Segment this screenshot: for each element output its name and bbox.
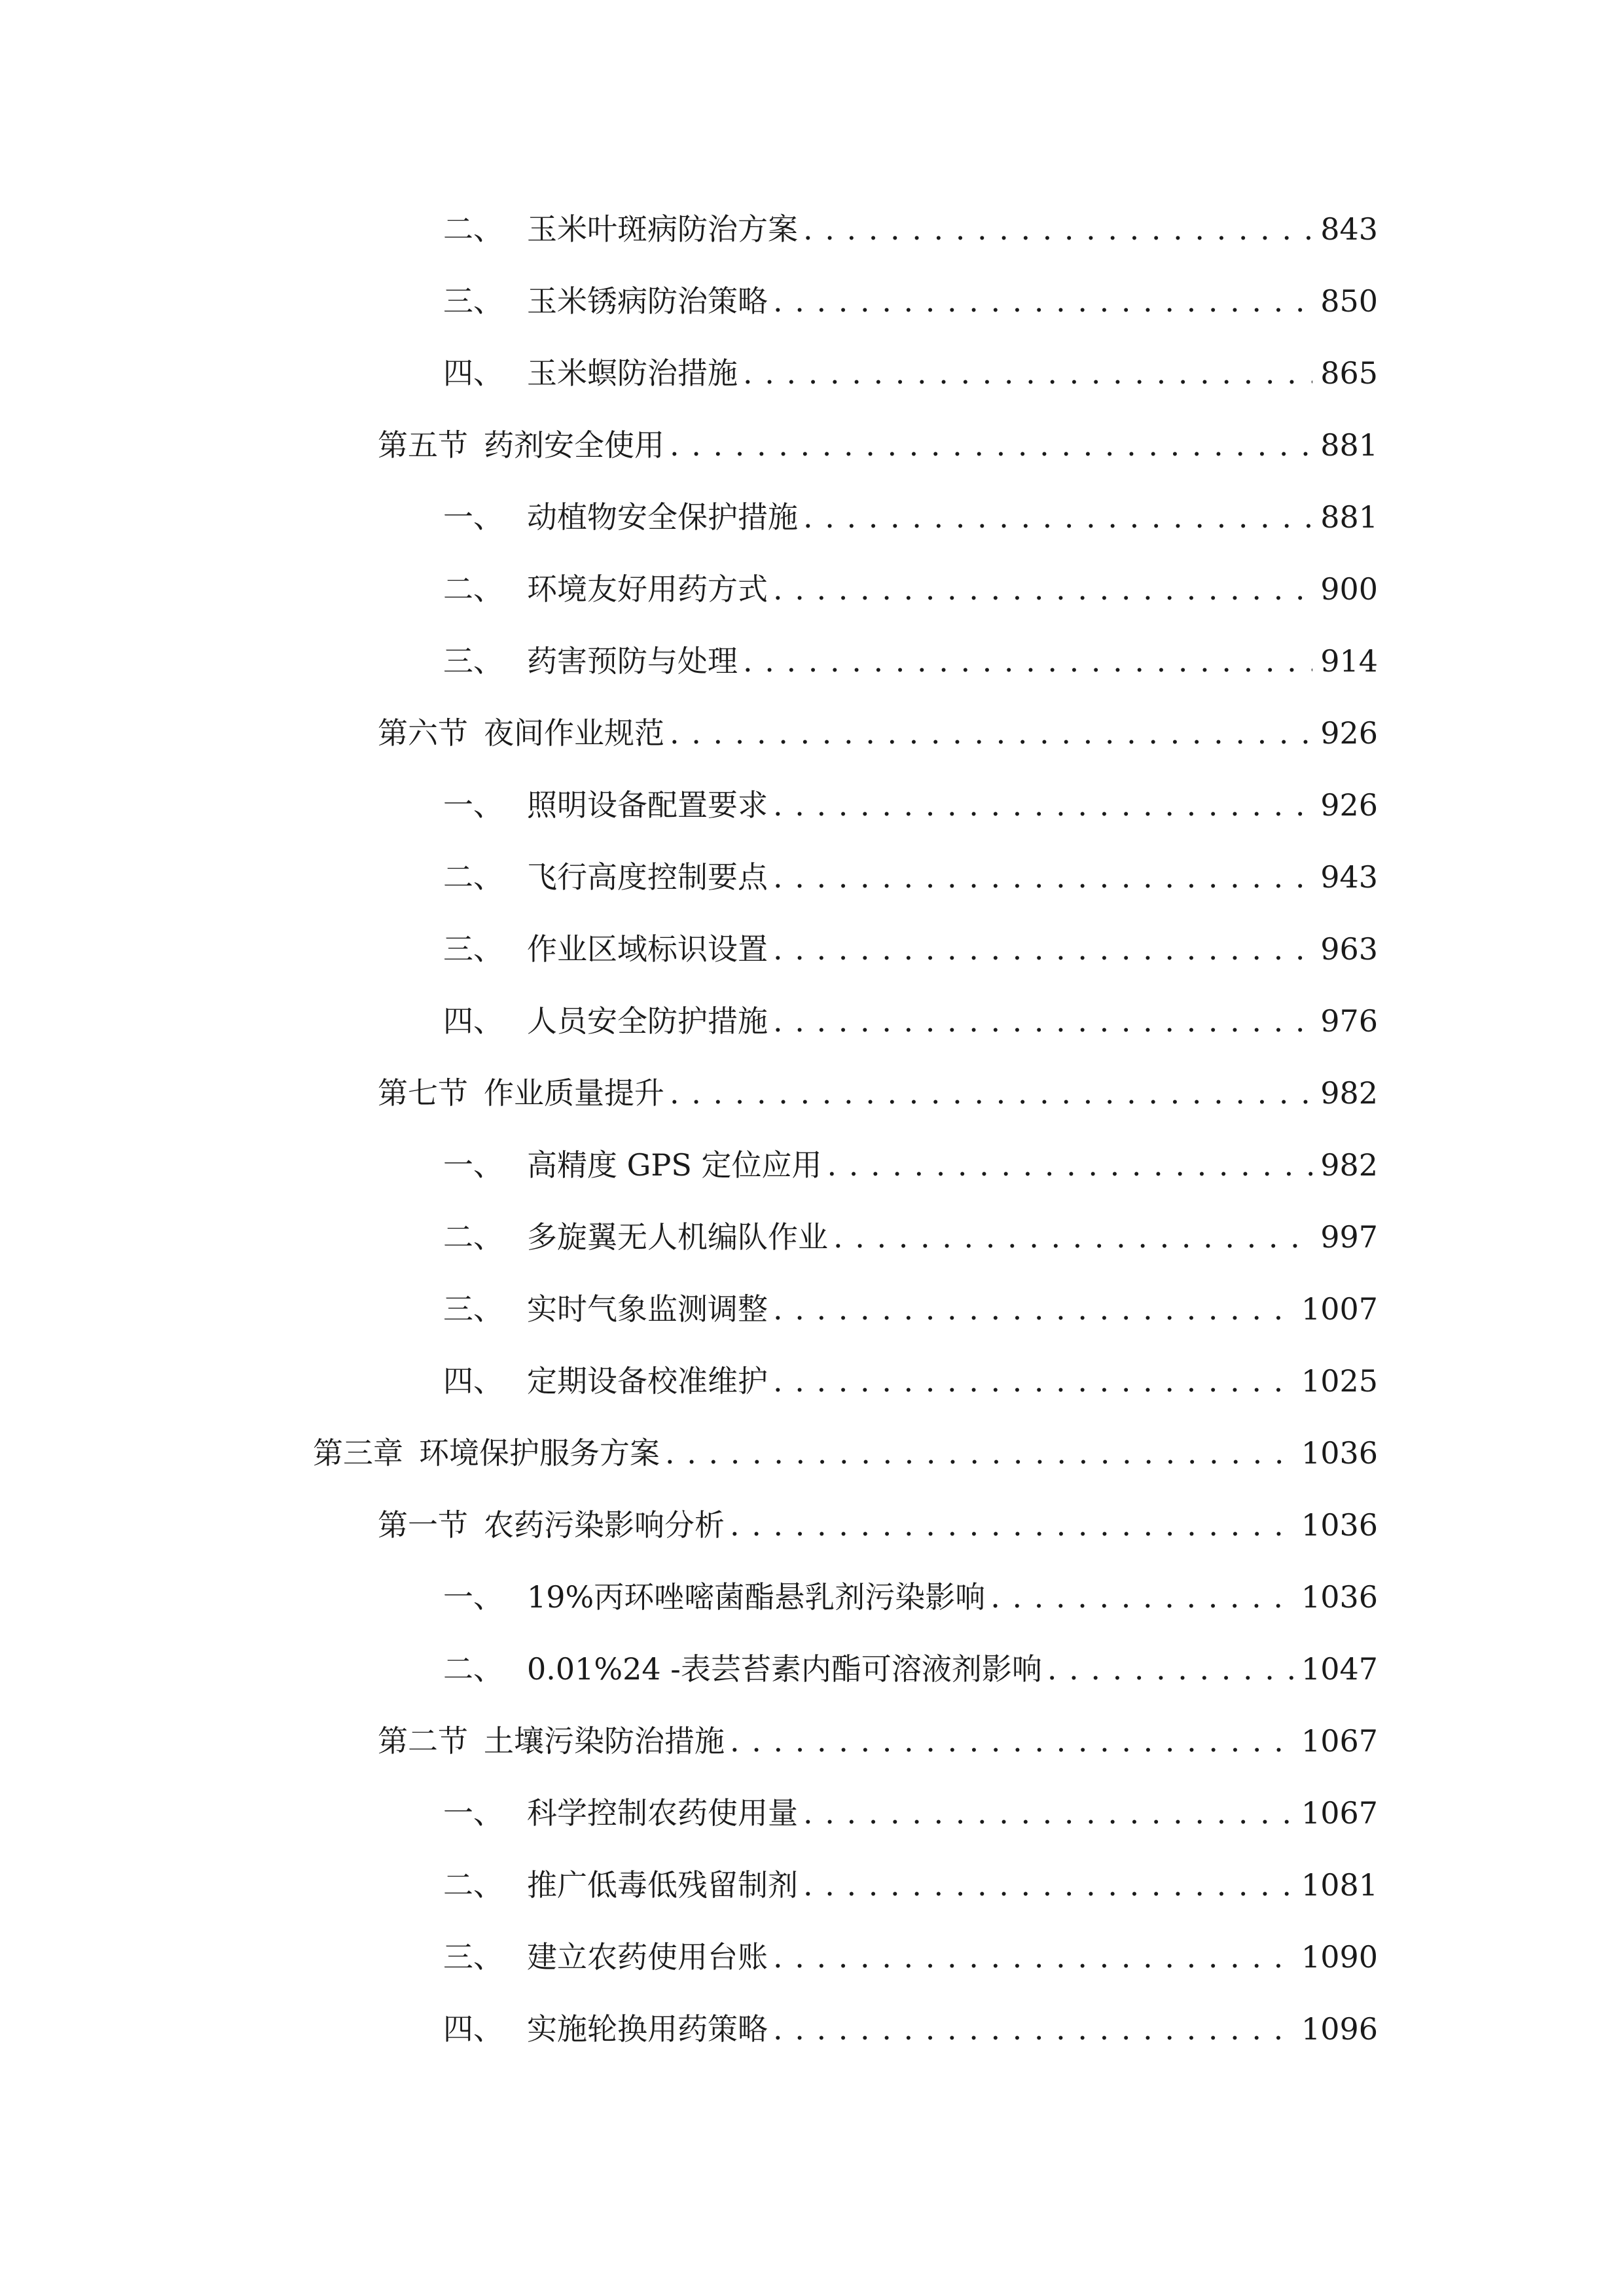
toc-entry-number: 三、 bbox=[443, 1291, 503, 1327]
dot-leader bbox=[773, 563, 1312, 615]
toc-entry-page: 1081 bbox=[1301, 1867, 1378, 1903]
toc-entry[interactable] bbox=[378, 1067, 1378, 1119]
toc-entry-page: 982 bbox=[1320, 1147, 1378, 1183]
toc-entry[interactable] bbox=[443, 1355, 1378, 1407]
toc-entry-page: 1036 bbox=[1301, 1435, 1378, 1471]
toc-entry-page: 1067 bbox=[1301, 1723, 1378, 1759]
toc-entry-page: 1090 bbox=[1301, 1939, 1378, 1975]
toc-entry-page: 865 bbox=[1320, 355, 1378, 391]
toc-entry-title: 药剂安全使用 bbox=[484, 427, 664, 463]
toc-entry-title: 环境友好用药方式 bbox=[527, 571, 768, 607]
toc-entry[interactable] bbox=[378, 419, 1378, 471]
toc-entry-title: 农药污染影响分析 bbox=[484, 1507, 725, 1543]
toc-entry-number: 四、 bbox=[443, 355, 503, 391]
toc-entry-number: 二、 bbox=[443, 211, 503, 247]
toc-entry[interactable] bbox=[378, 1715, 1378, 1767]
toc-entry-title: 土壤污染防治措施 bbox=[484, 1723, 725, 1759]
toc-entry-page: 881 bbox=[1320, 499, 1378, 535]
toc-entry-title: 实施轮换用药策略 bbox=[527, 2011, 768, 2047]
toc-entry-number: 一、 bbox=[443, 1579, 503, 1615]
toc-entry[interactable] bbox=[443, 275, 1378, 327]
toc-entry-number: 二、 bbox=[443, 1867, 503, 1903]
toc-entry-title: 玉米锈病防治策略 bbox=[527, 283, 768, 319]
toc-entry-number: 二、 bbox=[443, 1651, 503, 1687]
dot-leader bbox=[665, 1427, 1293, 1479]
toc-entry-page: 850 bbox=[1320, 283, 1378, 319]
toc-entry-title: 动植物安全保护措施 bbox=[527, 499, 798, 535]
dot-leader bbox=[670, 1067, 1312, 1119]
toc-entry[interactable] bbox=[443, 1859, 1378, 1911]
toc-entry[interactable] bbox=[313, 1427, 1378, 1479]
toc-entry-title: 人员安全防护措施 bbox=[527, 1003, 768, 1039]
toc-entry-page: 997 bbox=[1320, 1219, 1378, 1255]
toc-entry[interactable] bbox=[443, 2003, 1378, 2055]
dot-leader bbox=[670, 707, 1312, 759]
toc-entry-page: 1067 bbox=[1301, 1795, 1378, 1831]
toc-entry-page: 843 bbox=[1320, 211, 1378, 247]
dot-leader bbox=[670, 419, 1312, 471]
toc-entry-number: 三、 bbox=[443, 643, 503, 679]
toc-entry[interactable] bbox=[443, 851, 1378, 903]
toc-entry[interactable] bbox=[443, 1643, 1378, 1695]
toc-entry-number: 一、 bbox=[443, 1795, 503, 1831]
toc-entry-number: 一、 bbox=[443, 1147, 503, 1183]
toc-entry-page: 1036 bbox=[1301, 1507, 1378, 1543]
toc-entry-page: 982 bbox=[1320, 1075, 1378, 1111]
toc-entry-page: 976 bbox=[1320, 1003, 1378, 1039]
dot-leader bbox=[730, 1715, 1293, 1767]
toc-entry-number: 二、 bbox=[443, 859, 503, 895]
toc-entry-title: 19%丙环唑嘧菌酯悬乳剂污染影响 bbox=[527, 1579, 986, 1615]
dot-leader bbox=[803, 1787, 1293, 1839]
toc-entry-title: 玉米叶斑病防治方案 bbox=[527, 211, 798, 247]
toc-entry[interactable] bbox=[443, 1787, 1378, 1839]
toc-entry[interactable] bbox=[443, 1931, 1378, 1983]
dot-leader bbox=[803, 203, 1312, 255]
toc-entry[interactable] bbox=[443, 203, 1378, 255]
dot-leader bbox=[730, 1499, 1293, 1551]
toc-entry-page: 926 bbox=[1320, 787, 1378, 823]
toc-entry-number: 三、 bbox=[443, 931, 503, 967]
dot-leader bbox=[743, 347, 1312, 399]
dot-leader bbox=[1047, 1643, 1293, 1695]
toc-entry-title: 照明设备配置要求 bbox=[527, 787, 768, 823]
toc-entry-title: 环境保护服务方案 bbox=[419, 1435, 660, 1471]
toc-entry-title: 夜间作业规范 bbox=[484, 715, 664, 751]
toc-entry-number: 三、 bbox=[443, 283, 503, 319]
toc-entry-number: 第五节 bbox=[378, 427, 468, 463]
toc-entry[interactable] bbox=[443, 1211, 1378, 1263]
dot-leader bbox=[990, 1571, 1293, 1623]
dot-leader bbox=[827, 1139, 1312, 1191]
toc-entry-title: 玉米螟防治措施 bbox=[527, 355, 738, 391]
dot-leader bbox=[803, 491, 1312, 543]
toc-entry-page: 914 bbox=[1320, 643, 1378, 679]
toc-entry-number: 一、 bbox=[443, 787, 503, 823]
toc-entry[interactable] bbox=[443, 347, 1378, 399]
toc-entry-page: 1007 bbox=[1301, 1291, 1378, 1327]
toc-entry-page: 881 bbox=[1320, 427, 1378, 463]
toc-entry-page: 1036 bbox=[1301, 1579, 1378, 1615]
toc-entry-title: 多旋翼无人机编队作业 bbox=[527, 1219, 828, 1255]
toc-entry[interactable] bbox=[443, 635, 1378, 687]
toc-entry[interactable] bbox=[443, 923, 1378, 975]
toc-entry-title: 推广低毒低残留制剂 bbox=[527, 1867, 798, 1903]
toc-entry-page: 943 bbox=[1320, 859, 1378, 895]
toc-entry-title: 作业区域标识设置 bbox=[527, 931, 768, 967]
dot-leader bbox=[833, 1211, 1312, 1263]
toc-entry[interactable] bbox=[443, 491, 1378, 543]
toc-entry-number: 第二节 bbox=[378, 1723, 468, 1759]
dot-leader bbox=[773, 923, 1312, 975]
dot-leader bbox=[773, 1355, 1293, 1407]
toc-entry-title: 定期设备校准维护 bbox=[527, 1363, 768, 1399]
toc-entry[interactable] bbox=[443, 779, 1378, 831]
toc-entry-number: 一、 bbox=[443, 499, 503, 535]
dot-leader bbox=[773, 1283, 1293, 1335]
dot-leader bbox=[773, 1931, 1293, 1983]
toc-entry-number: 四、 bbox=[443, 1003, 503, 1039]
toc-entry-title: 高精度 GPS 定位应用 bbox=[527, 1147, 822, 1183]
toc-entry-title: 0.01%24 -表芸苔素内酯可溶液剂影响 bbox=[527, 1651, 1042, 1687]
dot-leader bbox=[773, 779, 1312, 831]
dot-leader bbox=[773, 995, 1312, 1047]
toc-entry-number: 第一节 bbox=[378, 1507, 468, 1543]
toc-entry-number: 第七节 bbox=[378, 1075, 468, 1111]
toc-entry-number: 第三章 bbox=[313, 1435, 403, 1471]
dot-leader bbox=[773, 851, 1312, 903]
toc-entry[interactable] bbox=[443, 1139, 1378, 1191]
toc-entry[interactable] bbox=[443, 563, 1378, 615]
toc-entry-page: 1025 bbox=[1301, 1363, 1378, 1399]
toc-entry-number: 二、 bbox=[443, 1219, 503, 1255]
toc-entry-page: 900 bbox=[1320, 571, 1378, 607]
toc-entry[interactable] bbox=[443, 995, 1378, 1047]
toc-entry-number: 二、 bbox=[443, 571, 503, 607]
toc-entry-title: 科学控制农药使用量 bbox=[527, 1795, 798, 1831]
dot-leader bbox=[773, 275, 1312, 327]
toc-entry-title: 实时气象监测调整 bbox=[527, 1291, 768, 1327]
toc-entry-page: 1096 bbox=[1301, 2011, 1378, 2047]
toc-entry-number: 四、 bbox=[443, 1363, 503, 1399]
toc-entry[interactable] bbox=[443, 1571, 1378, 1623]
toc-entry-number: 第六节 bbox=[378, 715, 468, 751]
toc-entry[interactable] bbox=[443, 1283, 1378, 1335]
toc-entry-title: 药害预防与处理 bbox=[527, 643, 738, 679]
toc-entry-page: 963 bbox=[1320, 931, 1378, 967]
toc-entry-number: 三、 bbox=[443, 1939, 503, 1975]
toc-entry-page: 926 bbox=[1320, 715, 1378, 751]
toc-entry-title: 建立农药使用台账 bbox=[527, 1939, 768, 1975]
toc-entry-page: 1047 bbox=[1301, 1651, 1378, 1687]
toc-entry-title: 飞行高度控制要点 bbox=[527, 859, 768, 895]
dot-leader bbox=[803, 1859, 1293, 1911]
toc-entry[interactable] bbox=[378, 1499, 1378, 1551]
dot-leader bbox=[773, 2003, 1293, 2055]
toc-entry-number: 四、 bbox=[443, 2011, 503, 2047]
dot-leader bbox=[743, 635, 1312, 687]
toc-entry[interactable] bbox=[378, 707, 1378, 759]
toc-entry-title: 作业质量提升 bbox=[484, 1075, 664, 1111]
